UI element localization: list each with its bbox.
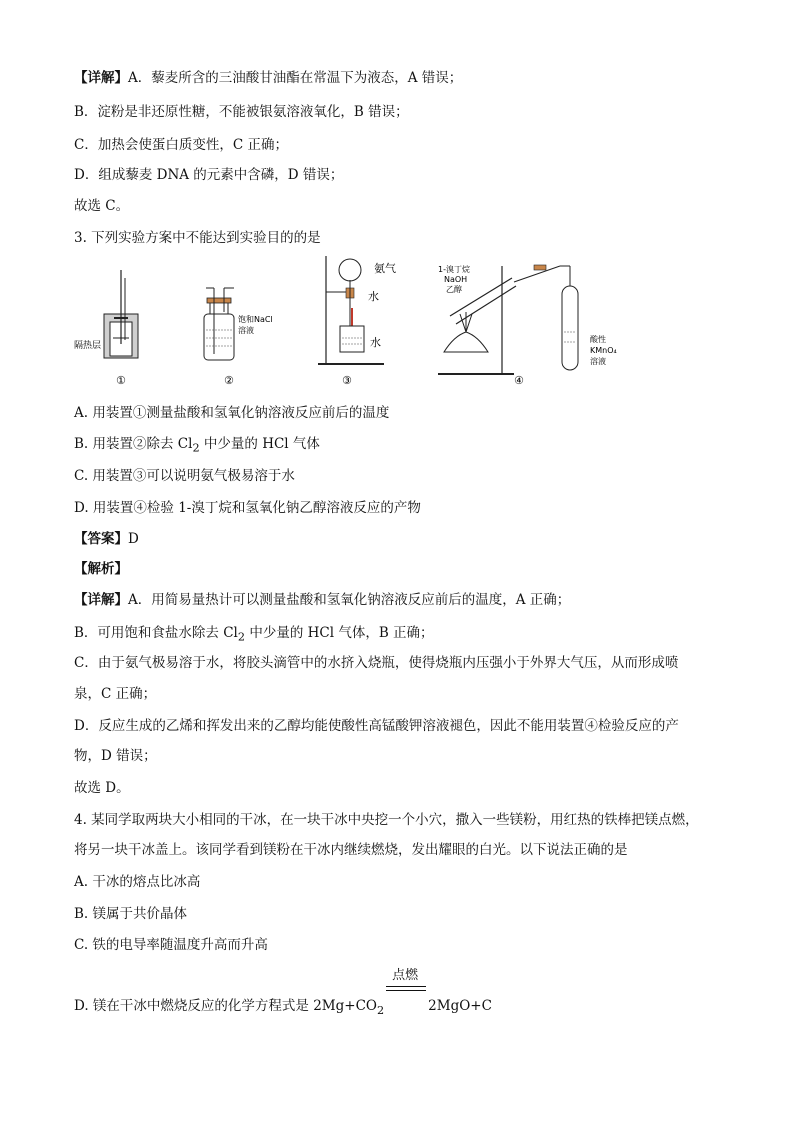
label-insulation: 隔热层	[74, 341, 102, 351]
q4-stem-1: 4. 某同学取两块大小相同的干冰，在一块干冰中央挖一个小穴，撒入一些镁粉，用红热的铁棒把镁点燃，	[74, 812, 699, 828]
q4-option-d-post: 2MgO+C	[428, 998, 492, 1014]
label-kmno4-3: 溶液	[590, 357, 606, 366]
label-kmno4-2: KMnO₄	[590, 346, 617, 355]
analysis-tag: 【解析】	[74, 561, 128, 577]
reaction-condition: 点燃	[392, 968, 419, 983]
q3-option-b	[74, 432, 320, 455]
q3-option-a: A. 用装置①测量盐酸和氢氧化钠溶液反应前后的温度	[74, 405, 390, 421]
q3-answer	[74, 527, 139, 547]
q3-analysis-tag	[74, 557, 128, 577]
q2-explain-b: B．淀粉是非还原性糖，不能被银氨溶液氧化，B 错误；	[74, 104, 409, 120]
q2-explain-a-text: A．藜麦所含的三油酸甘油酯在常温下为液态，A 错误；	[128, 70, 463, 86]
q4-option-d	[74, 966, 492, 1017]
reaction-double-line	[386, 986, 426, 991]
answer-tag: 【答案】	[74, 531, 128, 547]
q2-conclusion: 故选 C。	[74, 198, 130, 214]
q4-stem-2: 将另一块干冰盖上。该同学看到镁粉在干冰内继续燃烧，发出耀眼的白光。以下说法正确的是	[74, 842, 628, 858]
q3-explain-c1: C．由于氨气极易溶于水，将胶头滴管中的水挤入烧瓶，使得烧瓶内压强小于外界大气压，从而形成喷	[74, 655, 679, 671]
q3-option-b-post: 中少量的 HCl 气体	[199, 436, 320, 452]
q3-stem: 3. 下列实验方案中不能达到实验目的的是	[74, 230, 321, 246]
q3-explain-a-text: A．用简易量热计可以测量盐酸和氢氧化钠溶液反应前后的温度，A 正确；	[128, 592, 571, 608]
q3-option-b-sub: 2	[192, 441, 200, 455]
q3-option-c: C. 用装置③可以说明氨气极易溶于水	[74, 468, 295, 484]
q4-option-d-pre: D. 镁在干冰中燃烧反应的化学方程式是 2Mg+CO	[74, 998, 377, 1014]
q2-explain-c: C．加热会使蛋白质变性，C 正确；	[74, 137, 288, 153]
explain-tag: 【详解】	[74, 70, 128, 86]
explain-tag-2: 【详解】	[74, 592, 128, 608]
label-water-bottom: 水	[370, 336, 381, 349]
q2-explain-d: D．组成藜麦 DNA 的元素中含磷，D 错误；	[74, 167, 344, 183]
label-num2: ②	[224, 374, 234, 387]
label-nacl: 饱和NaCl	[238, 315, 273, 324]
q3-explain-c2: 泉，C 正确；	[74, 686, 157, 702]
q3-conclusion: 故选 D。	[74, 780, 130, 796]
apparatus-1-calorimeter	[74, 270, 138, 387]
q3-explain-b-pre: B．可用饱和食盐水除去 Cl	[74, 625, 238, 641]
label-ammonia: 氨气	[374, 262, 396, 275]
apparatus-4-elimination	[438, 264, 617, 387]
apparatus-3-fountain	[318, 256, 396, 387]
q3-explain-b	[74, 621, 434, 644]
label-reagent1: 1-溴丁烷	[438, 265, 470, 274]
reaction-arrow	[384, 966, 428, 996]
answer-value: D	[128, 531, 139, 547]
label-solution: 溶液	[238, 326, 254, 335]
q3-explain-d2: 物，D 错误；	[74, 748, 157, 764]
q3-option-b-pre: B. 用装置②除去 Cl	[74, 436, 193, 452]
label-num4: ④	[514, 374, 524, 387]
q2-explain-a	[74, 66, 462, 86]
label-num1: ①	[116, 374, 126, 387]
label-num3: ③	[342, 374, 352, 387]
q3-apparatus-figure	[74, 252, 634, 392]
q3-explain-d1: D．反应生成的乙烯和挥发出来的乙醇均能使酸性高锰酸钾溶液褪色，因此不能用装置④检验反应的产	[74, 718, 679, 734]
q3-explain-b-post: 中少量的 HCl 气体，B 正确；	[245, 625, 434, 641]
q3-explain-a	[74, 588, 570, 608]
q4-option-d-sub: 2	[376, 1003, 385, 1017]
q3-explain-b-sub: 2	[237, 630, 246, 644]
q3-option-d: D. 用装置④检验 1-溴丁烷和氢氧化钠乙醇溶液反应的产物	[74, 500, 421, 516]
label-water-top: 水	[368, 290, 379, 303]
q4-option-a: A. 干冰的熔点比冰高	[74, 874, 201, 890]
label-kmno4-1: 酸性	[590, 335, 606, 344]
q4-option-c: C. 铁的电导率随温度升高而升高	[74, 937, 268, 953]
label-reagent3: 乙醇	[446, 285, 462, 294]
q4-option-b: B. 镁属于共价晶体	[74, 906, 188, 922]
label-reagent2: NaOH	[444, 275, 468, 284]
apparatus-2-wash-bottle	[204, 288, 273, 387]
